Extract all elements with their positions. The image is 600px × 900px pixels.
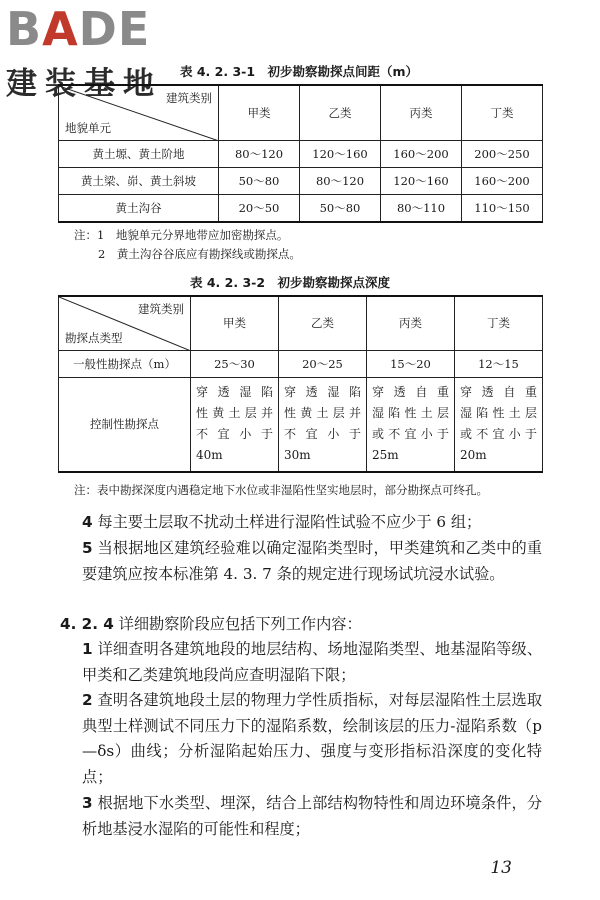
table-cell: 110～150: [462, 194, 543, 222]
section-number: 4. 2. 4: [60, 615, 114, 633]
section-4-2-4: 4. 2. 4 详细勘察阶段应包括下列工作内容：: [60, 615, 362, 633]
depth-cell: 穿透自重 湿陷性土层 或不宜小于 25m: [367, 377, 455, 472]
paragraph-detail-1: 1 详细查明各建筑地段的地层结构、场地湿陷类型、地基湿陷等级、甲类和乙类建筑地段尚应查明湿陷下限；: [82, 640, 543, 684]
table-cell: 80～120: [300, 167, 381, 194]
table-row: [59, 377, 543, 472]
table2-col-header: 甲类: [191, 296, 279, 350]
table1-caption: 表 4. 2. 3-1 初步勘察勘探点间距（m）: [180, 64, 419, 79]
paragraph-detail-2: 2 查明各建筑地段土层的物理力学性质指标，对每层湿陷性土层选取典型土样测试不同压力下的湿陷系数，绘制该层的压力-湿陷系数（p—δs）曲线；分析湿陷起始压力、强度与变形指标沿深度的变化特点；: [82, 691, 543, 786]
row-label: 黄土沟谷: [59, 194, 219, 222]
table1-header-unit: 地貌单元: [65, 120, 111, 135]
table-cell: 80～110: [381, 194, 462, 222]
table-cell: 200～250: [462, 140, 543, 167]
table-cell: 50～80: [219, 167, 300, 194]
depth-cell: 穿透自重 湿陷性土层 或不宜小于 20m: [455, 377, 543, 472]
table2-header-category: 建筑类别: [138, 302, 184, 316]
table2-header-type: 勘探点类型: [65, 330, 123, 345]
table1-note-2: 2 黄土沟谷谷底应有勘探线或勘探点。: [98, 247, 301, 261]
table-cell: 50～80: [300, 194, 381, 222]
depth-cell: 穿透湿陷 性黄土层并 不宜小于 30m: [279, 377, 367, 472]
table2-note: 注：表中勘探深度内遇稳定地下水位或非湿陷性坚实地层时，部分勘探点可终孔。: [74, 483, 488, 497]
paragraph-item-4: 4 每主要土层取不扰动土样进行湿陷性试验不应少于 6 组；: [82, 513, 482, 531]
table1-col-header: 乙类: [300, 85, 381, 140]
table2: [58, 295, 543, 473]
table-row: [59, 140, 543, 167]
table-cell: 120～160: [300, 140, 381, 167]
table1-col-header: 丁类: [462, 85, 543, 140]
logo-wordmark: BADE: [6, 2, 151, 56]
table2-col-header: 乙类: [279, 296, 367, 350]
table-row: [59, 350, 543, 377]
row-label: 黄土塬、黄土阶地: [59, 140, 219, 167]
table-cell: 160～200: [462, 167, 543, 194]
row-label: 黄土梁、峁、黄土斜坡: [59, 167, 219, 194]
table-cell: 80～120: [219, 140, 300, 167]
page-number: 13: [490, 858, 512, 878]
item-number: 1: [82, 640, 93, 658]
paragraph-item-5: 5 当根据地区建筑经验难以确定湿陷类型时，甲类建筑和乙类中的重要建筑应按本标准第 4. 3. 7 条的规定进行现场试坑浸水试验。: [82, 539, 543, 583]
table-cell: 20～25: [279, 350, 367, 377]
table-row: [59, 167, 543, 194]
table2-diagonal-header: [59, 296, 191, 350]
table1-col-header: 甲类: [219, 85, 300, 140]
table-cell: 12～15: [455, 350, 543, 377]
table1-header-row: [59, 85, 543, 140]
table1-note-1: 注：1 地貌单元分界地带应加密勘探点。: [74, 228, 289, 242]
table1-diagonal-header: [59, 85, 219, 140]
table-cell: 160～200: [381, 140, 462, 167]
table1-header-category: 建筑类别: [166, 91, 212, 105]
table1: [58, 84, 543, 223]
table1-col-header: 丙类: [381, 85, 462, 140]
table-cell: 25～30: [191, 350, 279, 377]
item-number: 5: [82, 539, 93, 557]
table2-col-header: 丙类: [367, 296, 455, 350]
table2-caption: 表 4. 2. 3-2 初步勘察勘探点深度: [190, 275, 391, 290]
item-number: 4: [82, 513, 93, 531]
logo-chinese: 建装基地: [6, 66, 162, 102]
table2-header-row: [59, 296, 543, 350]
row-label: 控制性勘探点: [59, 377, 191, 472]
table-cell: 15～20: [367, 350, 455, 377]
item-number: 2: [82, 691, 93, 709]
table2-col-header: 丁类: [455, 296, 543, 350]
item-number: 3: [82, 794, 93, 812]
paragraph-detail-3: 3 根据地下水类型、埋深，结合上部结构物特性和周边环境条件，分析地基浸水湿陷的可能性和程度；: [82, 794, 543, 838]
table-cell: 20～50: [219, 194, 300, 222]
depth-cell: 穿透湿陷 性黄土层并 不宜小于 40m: [191, 377, 279, 472]
row-label: 一般性勘探点（m）: [59, 350, 191, 377]
table-cell: 120～160: [381, 167, 462, 194]
table-row: [59, 194, 543, 222]
